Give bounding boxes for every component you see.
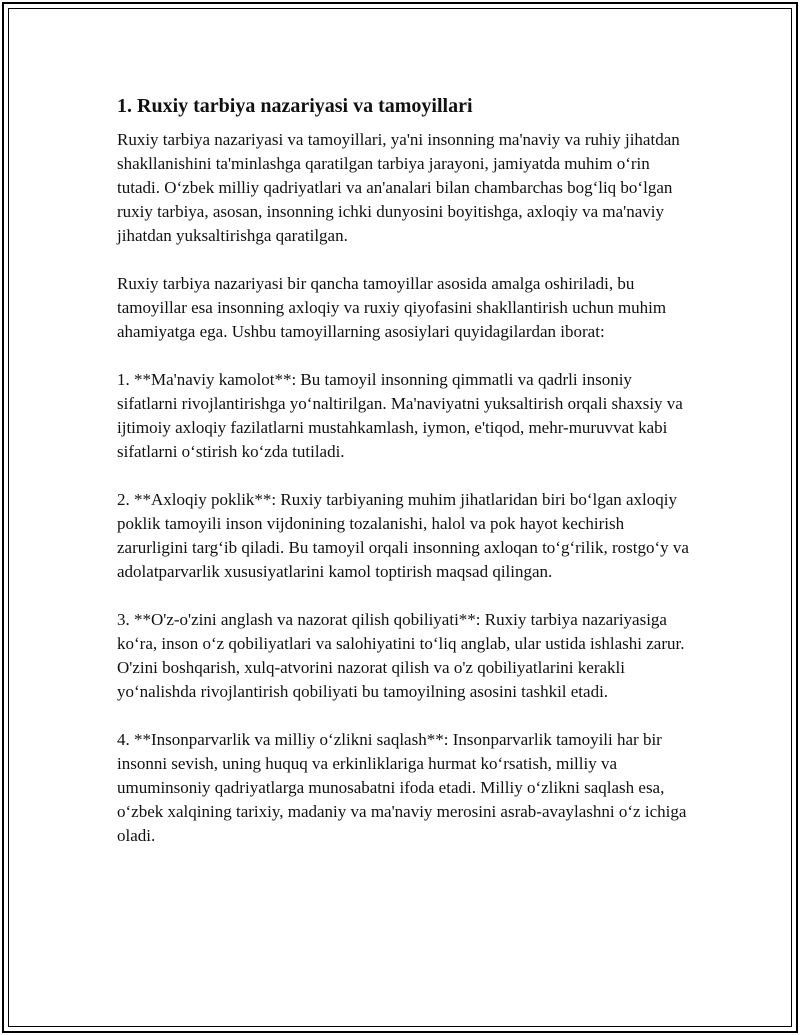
paragraph-principle-2: 2. **Axloqiy poklik**: Ruxiy tarbiyaning muhim jihatlaridan biri bo‘lgan axloqiy poklik tamoyili inson vijdonining tozalanishi, halol va pok hayot kechirish zarurligini targ‘ib qiladi. Bu tamoyil orqali insonning axloqan to‘g‘rilik, rostgo‘y va adolatparvarlik xususiyatlarini kamol toptirish maqsad qilingan. (117, 490, 689, 581)
document-body (117, 92, 689, 872)
paragraph-principle-3: 3. **O'z-o'zini anglash va nazorat qilish qobiliyati**: Ruxiy tarbiya nazariyasiga ko‘ra, inson o‘z qobiliyatlari va salohiyatini to‘liq anglab, ular ustida ishlashi zarur. O'zini boshqarish, xulq-atvorini nazorat qilish va o'z qobiliyatlarini kerakli yo‘nalishda rivojlantirish qobiliyati bu tamoyilning asosini tashkil etadi. (117, 610, 685, 701)
paragraph-principles-overview: Ruxiy tarbiya nazariyasi bir qancha tamoyillar asosida amalga oshiriladi, bu tamoyillar esa insonning axloqiy va ruxiy qiyofasini shakllantirish uchun muhim ahamiyatga ega. Ushbu tamoyillarning asosiylari quyidagilardan iborat: (117, 274, 667, 341)
paragraph-principle-1: 1. **Ma'naviy kamolot**: Bu tamoyil insonning qimmatli va qadrli insoniy sifatlarni rivojlantirishga yo‘naltirilgan. Ma'naviyatni yuksaltirish orqali shaxsiy va ijtimoiy axloqiy fazilatlarni mustahkamlash, iymon, e'tiqod, mehr-muruvvat kabi sifatlarni o‘stirish ko‘zda tutiladi. (117, 370, 683, 461)
page-title: 1. Ruxiy tarbiya nazariyasi va tamoyillari (117, 95, 473, 117)
paragraph-intro: Ruxiy tarbiya nazariyasi va tamoyillari, ya'ni insonning ma'naviy va ruhiy jihatdan shakllanishini ta'minlashga qaratilgan tarbiya jarayoni, jamiyatda muhim o‘rin tutadi. O‘zbek milliy qadriyatlari va an'analari bilan chambarchas bog‘liq bo‘lgan ruxiy tarbiya, asosan, insonning ichki dunyosini boyitishga, axloqiy va ma'naviy jihatdan yuksaltirishga qaratilgan. (117, 130, 680, 245)
paragraph-principle-4: 4. **Insonparvarlik va milliy o‘zlikni saqlash**: Insonparvarlik tamoyili har bir insonni sevish, uning huquq va erkinliklariga hurmat ko‘rsatish, milliy va umuminsoniy qadriyatlarga munosabatni ifoda etadi. Milliy o‘zlikni saqlash esa, o‘zbek xalqining tarixiy, madaniy va ma'naviy merosini asrab-avaylashni o‘z ichiga oladi. (117, 730, 687, 845)
